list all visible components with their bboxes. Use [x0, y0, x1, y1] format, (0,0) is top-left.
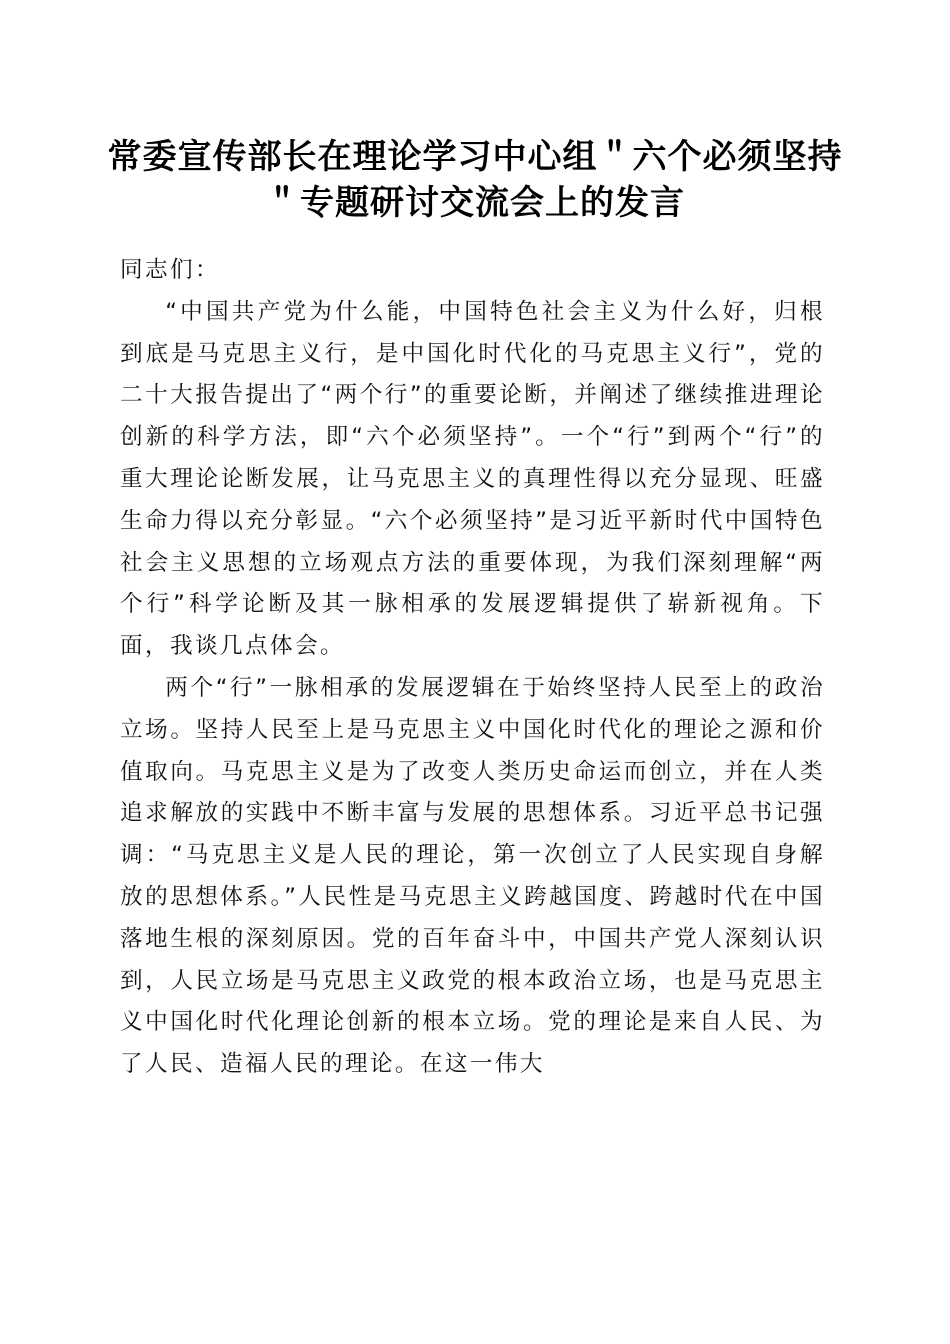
document-title: 常委宣传部长在理论学习中心组＂六个必须坚持＂专题研讨交流会上的发言 — [107, 137, 843, 223]
paragraph-2: 两个“行”一脉相承的发展逻辑在于始终坚持人民至上的政治立场。坚持人民至上是马克思主义中国化时代化的理论之源和价值取向。马克思主义是为了改变人类历史命运而创立，并在人类追求解放的实践中不断丰富与发展的思想体系。习近平总书记强调：“马克思主义是人民的理论，第一次创立了人民实现自身解放的思想体系。”人民性是马克思主义跨越国度、跨越时代在中国落地生根的深刻原因。党的百年奋斗中，中国共产党人深刻认识到，人民立场是马克思主义政党的根本政治立场，也是马克思主义中国化时代化理论创新的根本立场。党的理论是来自人民、为了人民、造福人民的理论。在这一伟大 — [120, 674, 825, 1078]
salutation: 同志们： — [120, 257, 220, 283]
paragraph-1: “中国共产党为什么能，中国特色社会主义为什么好，归根到底是马克思主义行，是中国化时代化的马克思主义行”，党的二十大报告提出了“两个行”的重要论断，并阐述了继续推进理论创新的科学方法，即“六个必须坚持”。一个“行”到两个“行”的重大理论论断发展，让马克思主义的真理性得以充分显现、旺盛生命力得以充分彰显。“六个必须坚持”是习近平新时代中国特色社会主义思想的立场观点方法的重要体现，为我们深刻理解“两个行”科学论断及其一脉相承的发展逻辑提供了崭新视角。下面，我谈几点体会。 — [120, 298, 825, 660]
document-body — [120, 250, 825, 1086]
